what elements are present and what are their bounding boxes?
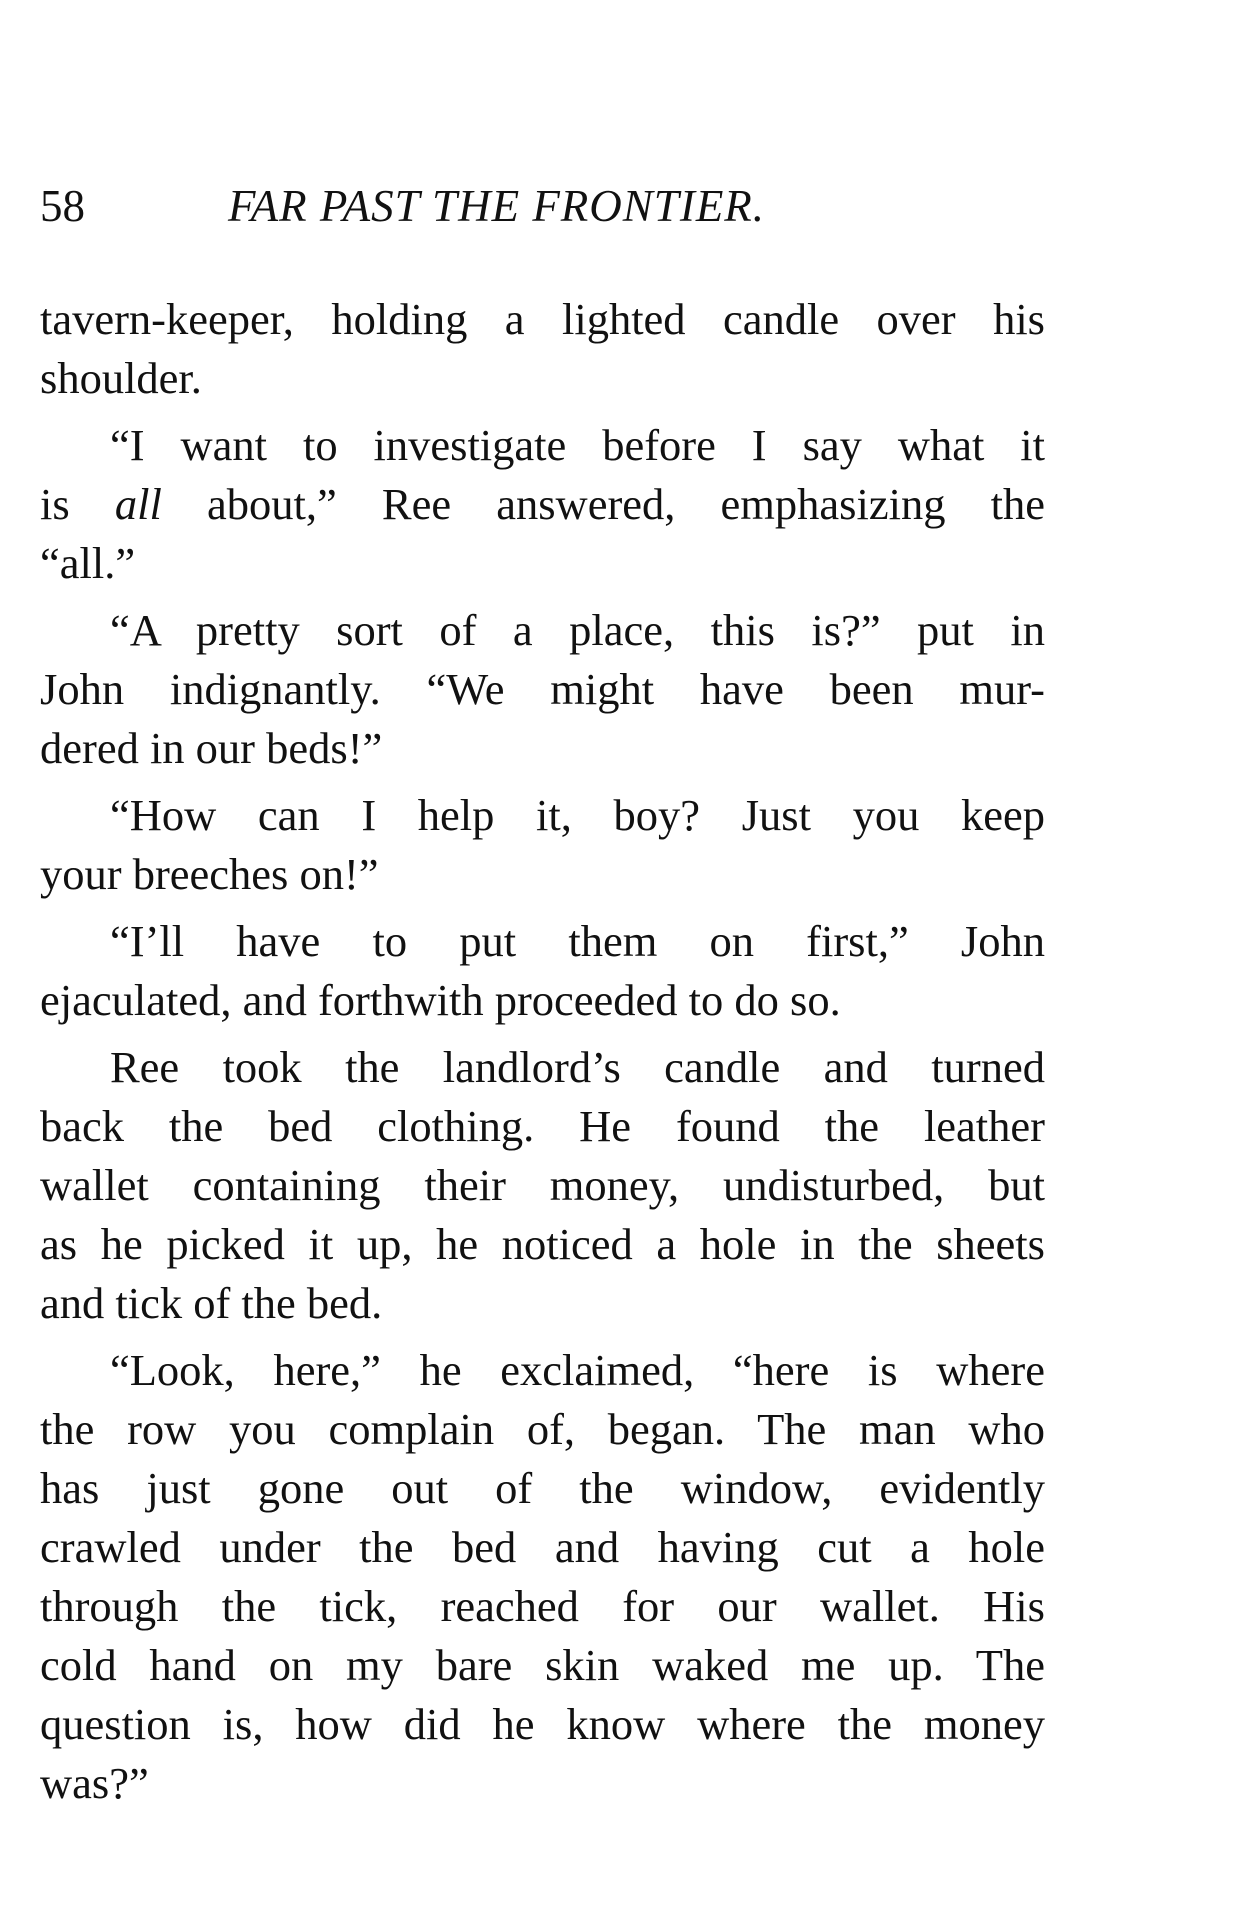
emphasis: all [114, 479, 162, 529]
paragraph [40, 290, 1045, 408]
text-line: Ree took the landlord’s candle and turned [110, 1042, 1045, 1092]
text-line: “A pretty sort of a place, this is?” put in [110, 605, 1045, 655]
text-line: “I want to investigate before I say what it [110, 420, 1045, 470]
running-title: FAR PAST THE FRONTIER. [228, 181, 766, 231]
text-line: was?” [40, 1758, 149, 1808]
paragraph [40, 786, 1045, 904]
text-line: “all.” [40, 538, 136, 588]
text-line: wallet containing their money, undisturbed, but [40, 1160, 1045, 1210]
text-line: and tick of the bed. [40, 1278, 383, 1328]
page-number: 58 [40, 181, 85, 231]
text-line: tavern-keeper, holding a lighted candle over his [40, 294, 1045, 344]
paragraph [40, 1038, 1045, 1333]
paragraph [40, 416, 1045, 593]
text-line: shoulder. [40, 353, 202, 403]
text-line: your breeches on!” [40, 849, 379, 899]
text-line: “How can I help it, boy? Just you keep [110, 790, 1045, 840]
text-line: has just gone out of the window, evidently [40, 1463, 1045, 1513]
text-line: through the tick, reached for our wallet. His [40, 1581, 1045, 1631]
text-line: question is, how did he know where the money [40, 1699, 1045, 1749]
paragraph [40, 1341, 1045, 1813]
text-line: back the bed clothing. He found the leather [40, 1101, 1045, 1151]
text-line: dered in our beds!” [40, 723, 383, 773]
paragraph [40, 912, 1045, 1030]
text-line: ejaculated, and forthwith proceeded to do so. [40, 975, 841, 1025]
body-text [40, 290, 1045, 1813]
text-line: cold hand on my bare skin waked me up. The [40, 1640, 1045, 1690]
text-line: as he picked it up, he noticed a hole in the sheets [40, 1219, 1045, 1269]
text-line: is all about,” Ree answered, emphasizing the [40, 479, 1045, 529]
paragraph [40, 601, 1045, 778]
text-line: the row you complain of, began. The man who [40, 1404, 1045, 1454]
text-line: “Look, here,” he exclaimed, “here is where [110, 1345, 1045, 1395]
text-line: “I’ll have to put them on first,” John [110, 916, 1045, 966]
text-line: John indignantly. “We might have been mur- [40, 664, 1045, 714]
running-head [40, 176, 1050, 236]
text-line: crawled under the bed and having cut a hole [40, 1522, 1045, 1572]
